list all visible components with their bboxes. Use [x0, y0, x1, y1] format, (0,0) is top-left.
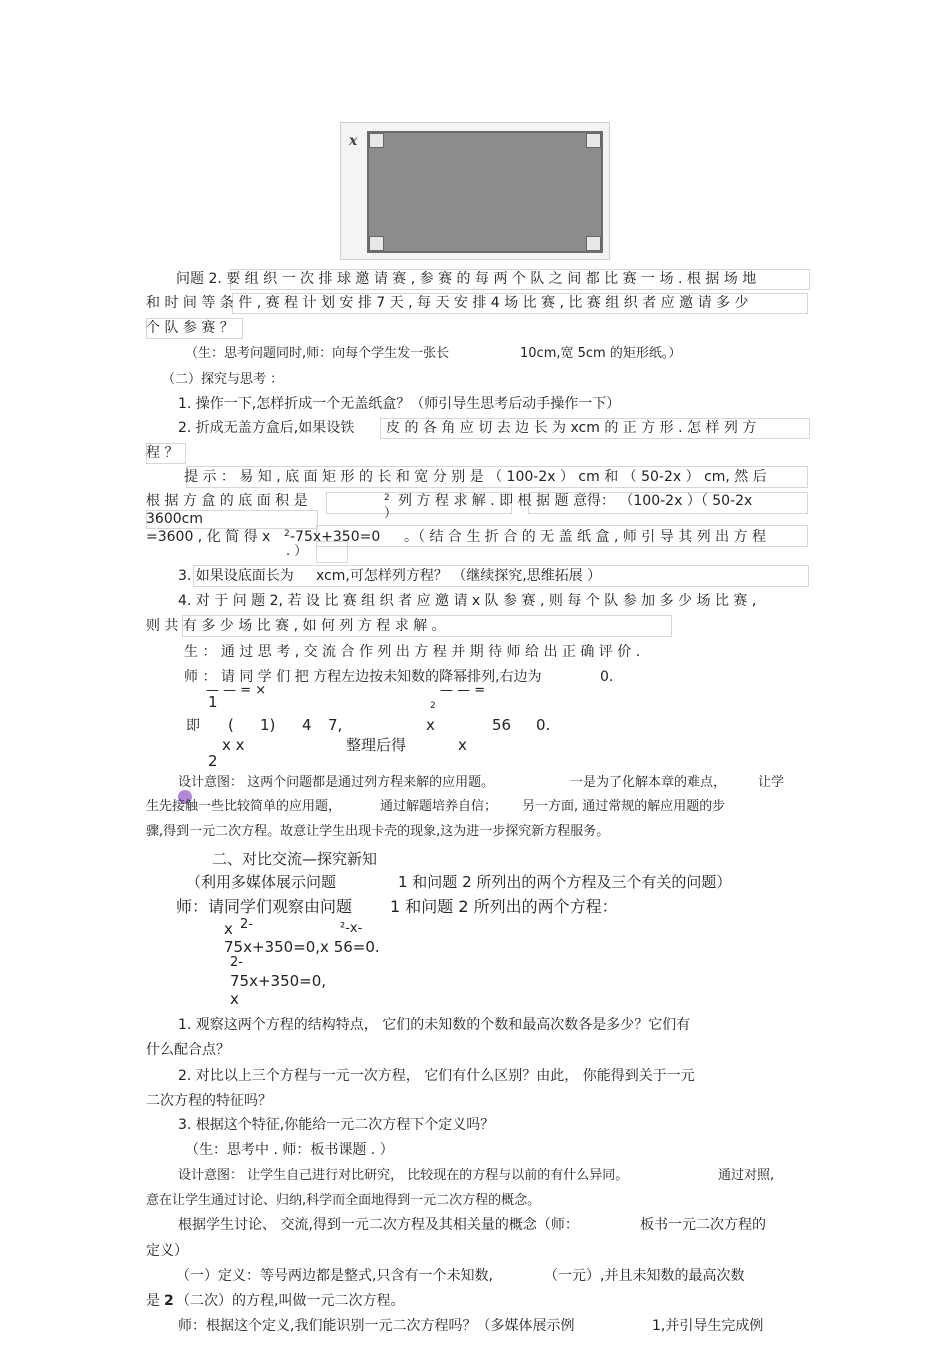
- figure-x-label: x: [349, 133, 358, 149]
- design-1-line-2c: 另一方面, 通过常规的解应用题的步: [522, 799, 726, 814]
- teacher-arrange-a: 师 ： 请 同 学 们 把 方程左边按未知数的降幂排列,右边为: [184, 669, 542, 685]
- equation-zhengli: 整理后得: [346, 736, 407, 754]
- design-2-line-2: 意在让学生通过讨论、归纳,科学而全面地得到一元二次方程的概念。: [146, 1193, 541, 1208]
- corner-square-icon: [369, 133, 384, 148]
- rectangle-figure: [340, 122, 610, 260]
- operation-4-line-2: 则 共 有 多 少 场 比 赛 , 如 何 列 方 程 求 解 。: [146, 618, 446, 634]
- equation-zero: 0.: [536, 716, 551, 734]
- student-thinking-note: （生：思考中 . 师：板书课题 . ）: [185, 1142, 394, 1158]
- corner-square-icon: [586, 236, 601, 251]
- design-1-line-2b: 通过解题培养自信；: [380, 799, 498, 814]
- hint-equation: -75x+350=0: [290, 529, 381, 545]
- equation-denominator: 2: [208, 752, 218, 770]
- question-1-b: 什么配合点？: [146, 1042, 230, 1058]
- equation-ji: 即: [186, 718, 200, 734]
- section-2-sub-b: 1 和问题 2 所列出的两个方程及三个有关的问题）: [398, 873, 732, 891]
- equation-four: 4: [302, 716, 312, 734]
- teacher-arrange-b: 0.: [600, 669, 614, 685]
- corner-square-icon: [586, 133, 601, 148]
- last-line-b: 1,并引导生完成例: [652, 1318, 764, 1334]
- question-1-a: 1. 观察这两个方程的结构特点， 它们的未知数的个数和最高次数各是多少？它们有: [178, 1017, 691, 1033]
- section-2-teacher-a: 师：请同学们观察由问题: [176, 897, 353, 916]
- operation-2-c: 程 ？: [146, 445, 179, 461]
- concept-line-1b: 板书一元二次方程的: [640, 1217, 766, 1233]
- design-2-line-1a: 设计意图： 让学生自己进行对比研究， 比较现在的方程与以前的有什么异同。: [178, 1168, 629, 1183]
- hint-sup: 2: [384, 493, 390, 503]
- design-1-line-2a: 生先接触一些比较简单的应用题，: [146, 799, 342, 814]
- equation-seven: 7,: [328, 716, 343, 734]
- equation-paren: (: [228, 716, 234, 734]
- operation-1: 1. 操作一下,怎样折成一个无盖纸盒？（师引导生思考后动手操作一下）: [178, 396, 621, 412]
- definition-line-2a: 是: [146, 1293, 160, 1309]
- design-1-line-1a: 设计意图： 这两个问题都是通过列方程来解的应用题。: [178, 775, 495, 790]
- hint-line-2b: 列 方 程 求 解 . 即 根 据 题 意得： （100-2x ）（ 50-2x: [398, 493, 753, 509]
- equation-x-2: x: [458, 736, 467, 754]
- section-2-title: 二、对比交流—探究新知: [212, 850, 378, 868]
- eqs-sup-2: ²-x-: [340, 921, 363, 936]
- equation-xx: x x: [222, 736, 245, 754]
- operation-3-b: xcm,可怎样列方程？ （继续探究,思维拓展 ）: [316, 568, 602, 584]
- hint-line-1: 提 示 ： 易 知 , 底 面 矩 形 的 长 和 宽 分 别 是 （ 100-2x ） cm 和 （ 50-2x ） cm, 然 后: [184, 469, 767, 485]
- hint-paren: ）: [384, 506, 398, 521]
- design-1-line-1b: 一是为了化解本章的难点，: [570, 775, 727, 790]
- operation-2-a: 2. 折成无盖方盒后,如果设铁: [178, 420, 355, 436]
- hint-line-2a: 根 据 方 盒 的 底 面 积 是: [146, 493, 308, 509]
- eqs-line-2: 75x+350=0,x 56=0.: [224, 938, 380, 956]
- definition-line-2c: （二次）的方程,叫做一元二次方程。: [176, 1293, 405, 1309]
- hint-area-value: 3600cm: [146, 511, 203, 527]
- equation-marks: — — = ×: [206, 683, 267, 698]
- concept-line-1a: 根据学生讨论、 交流,得到一元二次方程及其相关量的概念（师：: [178, 1217, 579, 1233]
- student-paper-size: 10cm,宽 5cm 的矩形纸。）: [520, 346, 682, 361]
- hint-line-3c: 。（ 结 合 生 折 合 的 无 盖 纸 盒 , 师 引 导 其 列 出 方 程: [404, 529, 767, 545]
- question-2-b: 二次方程的特征吗？: [146, 1093, 272, 1109]
- eqs-x-1: x: [224, 920, 233, 938]
- operation-3-a: 3. 如果设底面长为: [178, 568, 294, 584]
- eqs-sup-1: 2-: [240, 917, 253, 932]
- hint-line-3d: . ）: [286, 544, 308, 559]
- student-paper-note: （生：思考问题同时,师：向每个学生发一张长: [185, 346, 450, 361]
- design-2-line-1b: 通过对照,: [718, 1168, 775, 1183]
- definition-line-2b: 2: [164, 1293, 174, 1309]
- section-2-sub-a: （利用多媒体展示问题: [186, 873, 337, 891]
- design-1-line-3: 骤,得到一元二次方程。故意让学生出现卡壳的现象,这为进一步探究新方程服务。: [146, 824, 610, 839]
- problem-2-line-3: 个 队 参 赛 ？: [146, 320, 234, 336]
- definition-line-1a: （一）定义：等号两边都是整式,只含有一个未知数,: [176, 1268, 493, 1284]
- equation-x: x: [426, 716, 435, 734]
- equation-marks-2: — — =: [440, 683, 486, 698]
- operation-2-b: 皮 的 各 角 应 切 去 边 长 为 xcm 的 正 方 形 . 怎 样 列 方: [386, 420, 757, 436]
- problem-2-line-1: 问题 2. 要 组 织 一 次 排 球 邀 请 赛 , 参 赛 的 每 两 个 队 之 间 都 比 赛 一 场 . 根 据 场 地: [176, 271, 757, 287]
- last-line-a: 师：根据这个定义,我们能识别一元二次方程吗？（多媒体展示例: [178, 1318, 575, 1334]
- equation-56: 56: [492, 716, 512, 734]
- eqs-line-4: 75x+350=0,: [230, 972, 327, 990]
- rectangle-paper-icon: [367, 131, 603, 253]
- equation-numerator: 1: [208, 693, 218, 711]
- problem-2-line-2: 和 时 间 等 条 件 , 赛 程 计 划 安 排 7 天 , 每 天 安 排 4 场 比 赛 , 比 赛 组 织 者 应 邀 请 多 少: [146, 295, 749, 311]
- hint-line-3-sup: 2: [284, 529, 290, 539]
- definition-line-1b: （一元）,并且未知数的最高次数: [544, 1268, 745, 1284]
- equation-sup: 2: [430, 701, 436, 711]
- eqs-sup-3: 2-: [230, 955, 243, 970]
- corner-square-icon: [369, 236, 384, 251]
- concept-line-2: 定义）: [146, 1243, 188, 1259]
- hint-line-3a: =3600 , 化 简 得 x: [146, 529, 271, 545]
- section-explore-heading: （二）探究与思考 ：: [162, 372, 284, 387]
- operation-4-line-1: 4. 对 于 问 题 2, 若 设 比 赛 组 织 者 应 邀 请 x 队 参 赛 , 则 每 个 队 参 加 多 少 场 比 赛 ,: [178, 593, 757, 609]
- question-3: 3. 根据这个特征,你能给一元二次方程下个定义吗？: [178, 1117, 495, 1133]
- eqs-x-2: x: [230, 990, 239, 1008]
- student-think: 生 ： 通 过 思 考 , 交 流 合 作 列 出 方 程 并 期 待 师 给 出 正 确 评 价 .: [184, 644, 641, 660]
- question-2-a: 2. 对比以上三个方程与一元一次方程， 它们有什么区别？由此， 你能得到关于一元: [178, 1068, 695, 1084]
- design-1-line-1c: 让学: [758, 775, 785, 790]
- section-2-teacher-b: 1 和问题 2 所列出的两个方程：: [390, 897, 618, 916]
- equation-one: 1): [260, 716, 276, 734]
